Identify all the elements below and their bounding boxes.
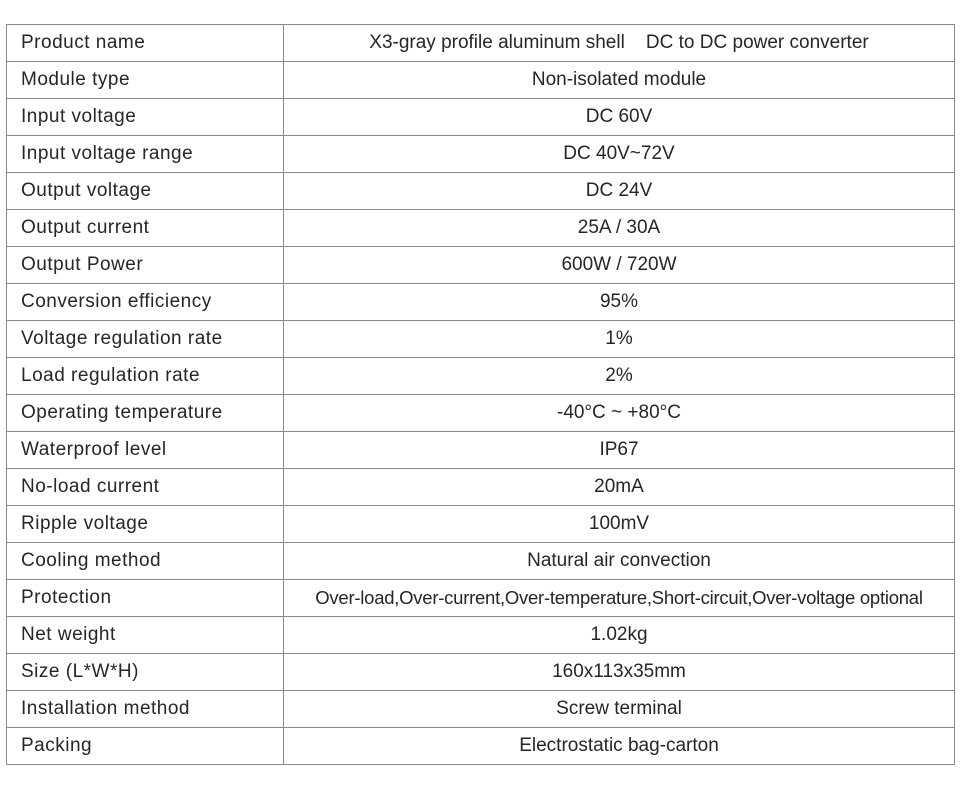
table-row — [7, 543, 955, 580]
table-row — [7, 469, 955, 506]
row-value: 95% — [284, 284, 955, 321]
table-row — [7, 395, 955, 432]
row-label: Conversion efficiency — [7, 284, 284, 321]
table-row — [7, 284, 955, 321]
row-value: X3-gray profile aluminum shell DC to DC power converter — [284, 25, 955, 62]
table-row — [7, 173, 955, 210]
row-label: Ripple voltage — [7, 506, 284, 543]
row-value: IP67 — [284, 432, 955, 469]
table-row — [7, 321, 955, 358]
table-row — [7, 617, 955, 654]
row-value: Non-isolated module — [284, 62, 955, 99]
row-label: Protection — [7, 580, 284, 617]
row-value: DC 60V — [284, 99, 955, 136]
row-value: 20mA — [284, 469, 955, 506]
row-label: Voltage regulation rate — [7, 321, 284, 358]
row-label: No-load current — [7, 469, 284, 506]
row-label: Waterproof level — [7, 432, 284, 469]
row-value: 1.02kg — [284, 617, 955, 654]
row-label: Output Power — [7, 247, 284, 284]
row-value: Electrostatic bag-carton — [284, 728, 955, 765]
row-value: 25A / 30A — [284, 210, 955, 247]
row-label: Operating temperature — [7, 395, 284, 432]
row-label: Net weight — [7, 617, 284, 654]
row-value: 600W / 720W — [284, 247, 955, 284]
table-row — [7, 99, 955, 136]
row-value: Screw terminal — [284, 691, 955, 728]
row-value: DC 24V — [284, 173, 955, 210]
table-row — [7, 210, 955, 247]
row-label: Load regulation rate — [7, 358, 284, 395]
row-value: Over-load,Over-current,Over-temperature,Short-circuit,Over-voltage optional — [284, 580, 955, 617]
spec-table-body — [7, 25, 955, 765]
row-label: Size (L*W*H) — [7, 654, 284, 691]
table-row — [7, 580, 955, 617]
row-value: DC 40V~72V — [284, 136, 955, 173]
table-row — [7, 506, 955, 543]
row-value: 160x113x35mm — [284, 654, 955, 691]
table-row — [7, 691, 955, 728]
row-label: Input voltage range — [7, 136, 284, 173]
row-value: 1% — [284, 321, 955, 358]
table-row — [7, 136, 955, 173]
table-row — [7, 247, 955, 284]
row-value: 2% — [284, 358, 955, 395]
table-row — [7, 358, 955, 395]
row-value: 100mV — [284, 506, 955, 543]
table-row — [7, 62, 955, 99]
row-value: -40°C ~ +80°C — [284, 395, 955, 432]
table-row — [7, 728, 955, 765]
row-label: Packing — [7, 728, 284, 765]
row-label: Installation method — [7, 691, 284, 728]
table-row — [7, 25, 955, 62]
row-value: Natural air convection — [284, 543, 955, 580]
row-label: Cooling method — [7, 543, 284, 580]
spec-table — [6, 24, 955, 765]
table-row — [7, 654, 955, 691]
table-row — [7, 432, 955, 469]
row-label: Input voltage — [7, 99, 284, 136]
row-label: Product name — [7, 25, 284, 62]
row-label: Output voltage — [7, 173, 284, 210]
row-label: Module type — [7, 62, 284, 99]
row-label: Output current — [7, 210, 284, 247]
